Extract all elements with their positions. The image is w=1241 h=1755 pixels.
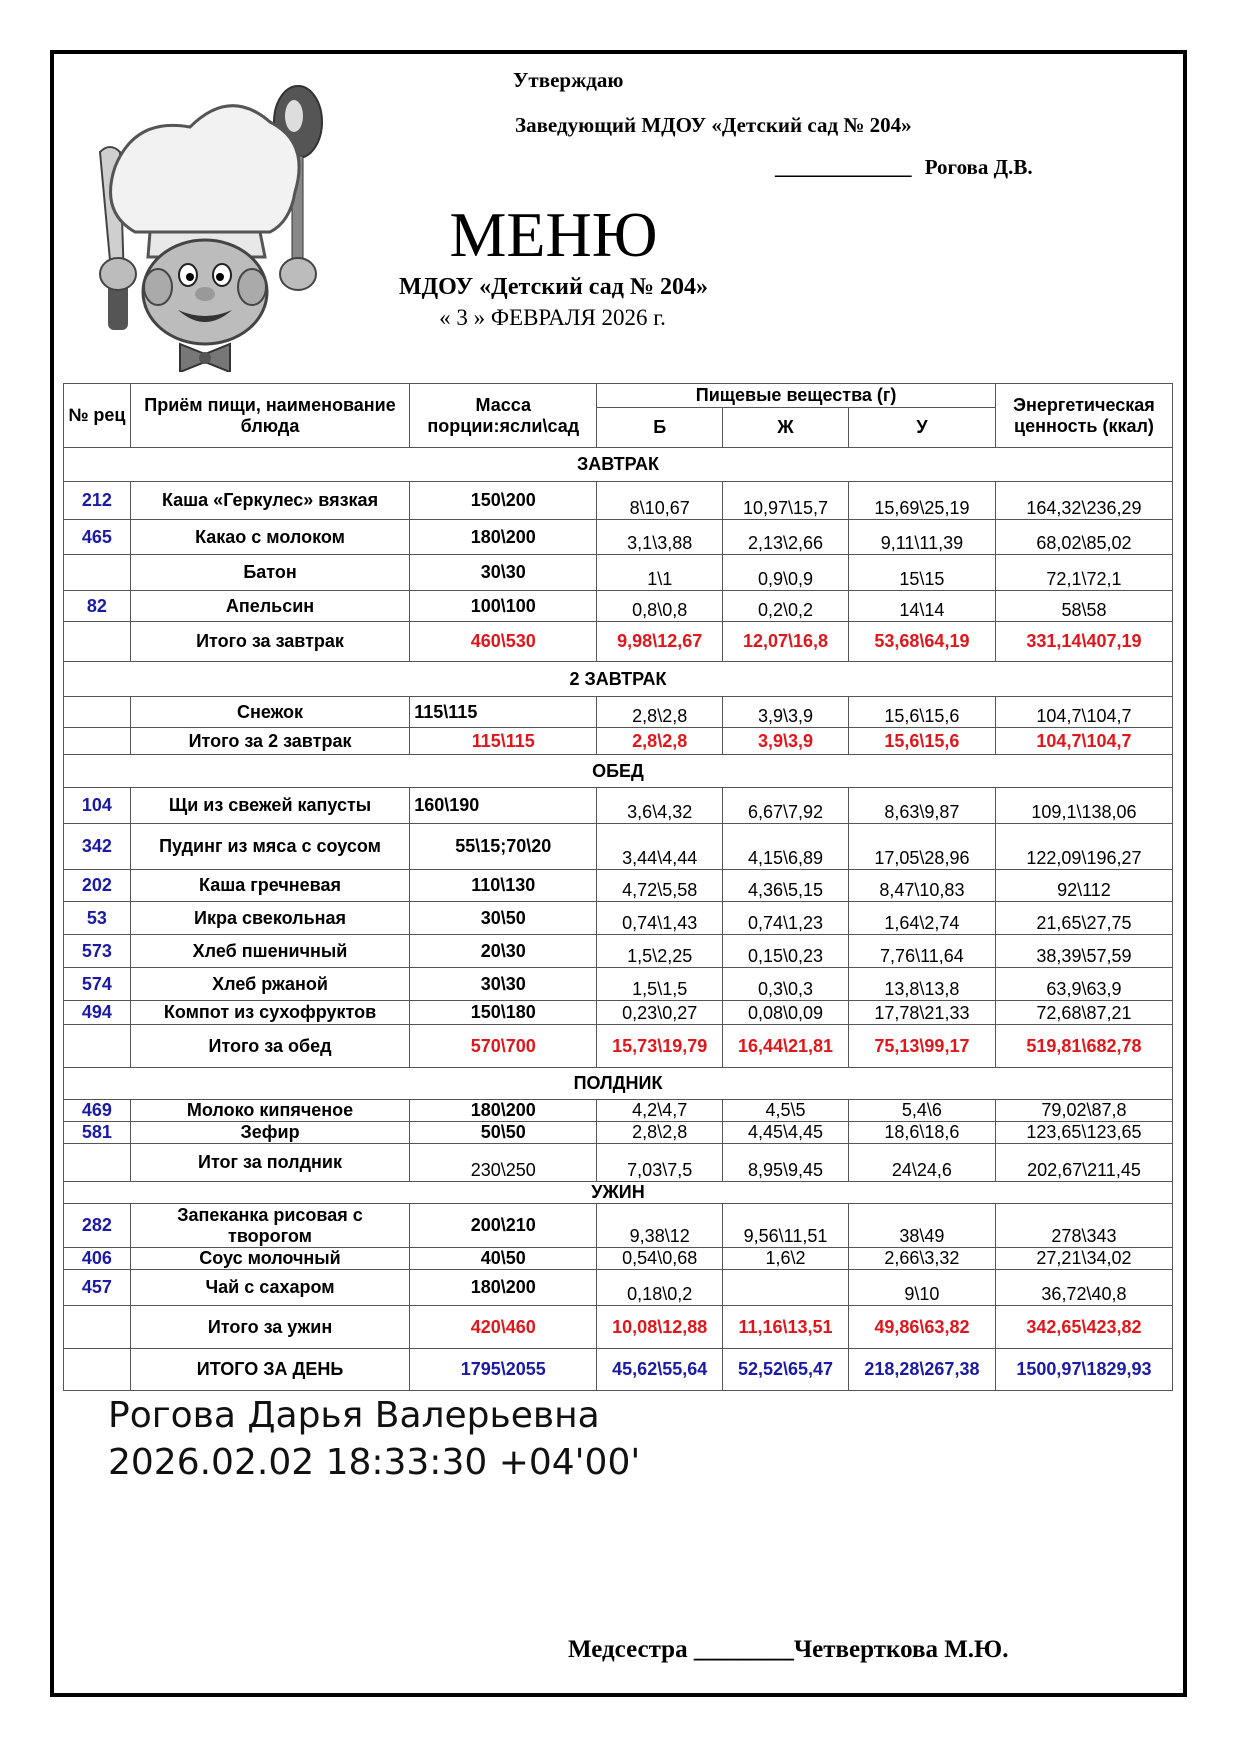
table-row: [64, 935, 1173, 968]
total-label: ИТОГО ЗА ДЕНЬ: [130, 1349, 409, 1391]
carbs-value: 17,78\21,33: [848, 1001, 995, 1025]
section-row-breakfast: [64, 448, 1173, 482]
nurse-sign-line: ________: [693, 1636, 794, 1663]
dish-name: Апельсин: [130, 591, 409, 622]
portion-mass: 40\50: [410, 1248, 597, 1270]
recipe-number: 202: [64, 870, 131, 902]
dish-name: Батон: [130, 555, 409, 591]
energy-value: 278\343: [995, 1204, 1172, 1248]
dish-name: Молоко кипяченое: [130, 1100, 409, 1122]
total-protein: 9,98\12,67: [597, 622, 723, 662]
protein-value: 9,38\12: [597, 1204, 723, 1248]
dish-name: Хлеб ржаной: [130, 968, 409, 1001]
dish-name: Какао с молоком: [130, 520, 409, 555]
recipe-number: [64, 1144, 131, 1182]
fat-value: 4,36\5,15: [723, 870, 849, 902]
total-fat: 3,9\3,9: [723, 728, 849, 755]
total-fat: 16,44\21,81: [723, 1025, 849, 1068]
portion-mass: 115\115: [410, 697, 597, 728]
energy-value: 79,02\87,8: [995, 1100, 1172, 1122]
fat-value: 2,13\2,66: [723, 520, 849, 555]
recipe-number: 457: [64, 1270, 131, 1306]
header-carbs: У: [848, 408, 995, 448]
total-label: Итог за полдник: [130, 1144, 409, 1182]
table-row: [64, 824, 1173, 870]
recipe-number: 573: [64, 935, 131, 968]
portion-mass: 200\210: [410, 1204, 597, 1248]
carbs-value: 9,11\11,39: [848, 520, 995, 555]
total-energy: 519,81\682,78: [995, 1025, 1172, 1068]
fat-value: 3,9\3,9: [723, 697, 849, 728]
protein-value: 1,5\2,25: [597, 935, 723, 968]
total-carbs: 53,68\64,19: [848, 622, 995, 662]
fat-value: 0,9\0,9: [723, 555, 849, 591]
fat-value: 1,6\2: [723, 1248, 849, 1270]
protein-value: 3,1\3,88: [597, 520, 723, 555]
total-mass: 230\250: [410, 1144, 597, 1182]
portion-mass: 180\200: [410, 1270, 597, 1306]
carbs-value: 17,05\28,96: [848, 824, 995, 870]
portion-mass: 50\50: [410, 1122, 597, 1144]
total-row: [64, 1349, 1173, 1391]
protein-value: 0,74\1,43: [597, 902, 723, 935]
recipe-number: 581: [64, 1122, 131, 1144]
total-carbs: 24\24,6: [848, 1144, 995, 1182]
fat-value: 0,3\0,3: [723, 968, 849, 1001]
energy-value: 109,1\138,06: [995, 788, 1172, 824]
total-row: [64, 1025, 1173, 1068]
table-row: [64, 902, 1173, 935]
dish-name: Хлеб пшеничный: [130, 935, 409, 968]
protein-value: 4,2\4,7: [597, 1100, 723, 1122]
energy-value: 123,65\123,65: [995, 1122, 1172, 1144]
table-row: [64, 968, 1173, 1001]
carbs-value: 8,47\10,83: [848, 870, 995, 902]
digital-signature-timestamp: 2026.02.02 18:33:30 +04'00': [108, 1442, 641, 1483]
energy-value: 164,32\236,29: [995, 482, 1172, 520]
dish-name: Щи из свежей капусты: [130, 788, 409, 824]
total-carbs: 15,6\15,6: [848, 728, 995, 755]
table-row: [64, 591, 1173, 622]
energy-value: 58\58: [995, 591, 1172, 622]
table-row: [64, 1248, 1173, 1270]
table-row: [64, 482, 1173, 520]
section-title: УЖИН: [64, 1182, 1173, 1204]
protein-value: 8\10,67: [597, 482, 723, 520]
recipe-number: 104: [64, 788, 131, 824]
total-carbs: 49,86\63,82: [848, 1306, 995, 1349]
energy-value: 63,9\63,9: [995, 968, 1172, 1001]
section-title: ОБЕД: [64, 755, 1173, 788]
energy-value: 36,72\40,8: [995, 1270, 1172, 1306]
portion-mass: 55\15;70\20: [410, 824, 597, 870]
total-mass: 570\700: [410, 1025, 597, 1068]
approve-position: Заведующий МДОУ «Детский сад № 204»: [515, 113, 912, 137]
header-dish: Приём пищи, наименование блюда: [130, 384, 409, 448]
menu-body: [64, 448, 1173, 1391]
fat-value: 4,45\4,45: [723, 1122, 849, 1144]
energy-value: 21,65\27,75: [995, 902, 1172, 935]
page-title: МЕНЮ: [449, 199, 658, 270]
section-row-breakfast2: [64, 662, 1173, 697]
carbs-value: 2,66\3,32: [848, 1248, 995, 1270]
section-row-lunch: [64, 755, 1173, 788]
total-label: Итого за завтрак: [130, 622, 409, 662]
carbs-value: 5,4\6: [848, 1100, 995, 1122]
total-label: Итого за 2 завтрак: [130, 728, 409, 755]
total-protein: 15,73\19,79: [597, 1025, 723, 1068]
recipe-number: [64, 622, 131, 662]
energy-value: 68,02\85,02: [995, 520, 1172, 555]
approve-sign-line: _____________: [775, 155, 912, 179]
section-row-snack: [64, 1068, 1173, 1100]
fat-value: [723, 1270, 849, 1306]
table-row: [64, 788, 1173, 824]
carbs-value: 15,69\25,19: [848, 482, 995, 520]
carbs-value: 9\10: [848, 1270, 995, 1306]
total-row: [64, 622, 1173, 662]
menu-date: « 3 » ФЕВРАЛЯ 2026 г.: [439, 305, 666, 330]
portion-mass: 30\30: [410, 555, 597, 591]
total-energy: 104,7\104,7: [995, 728, 1172, 755]
total-mass: 115\115: [410, 728, 597, 755]
table-row: [64, 870, 1173, 902]
total-fat: 11,16\13,51: [723, 1306, 849, 1349]
recipe-number: [64, 1306, 131, 1349]
dish-name: Пудинг из мяса с соусом: [130, 824, 409, 870]
energy-value: 92\112: [995, 870, 1172, 902]
protein-value: 0,23\0,27: [597, 1001, 723, 1025]
total-energy: 331,14\407,19: [995, 622, 1172, 662]
recipe-number: [64, 1025, 131, 1068]
energy-value: 38,39\57,59: [995, 935, 1172, 968]
table-row: [64, 697, 1173, 728]
fat-value: 9,56\11,51: [723, 1204, 849, 1248]
recipe-number: [64, 1349, 131, 1391]
table-row: [64, 555, 1173, 591]
portion-mass: 30\50: [410, 902, 597, 935]
header-energy: Энергетическая ценность (ккал): [995, 384, 1172, 448]
energy-value: 72,68\87,21: [995, 1001, 1172, 1025]
total-mass: 420\460: [410, 1306, 597, 1349]
total-protein: 10,08\12,88: [597, 1306, 723, 1349]
total-mass: 460\530: [410, 622, 597, 662]
dish-name: Зефир: [130, 1122, 409, 1144]
recipe-number: 494: [64, 1001, 131, 1025]
energy-value: 104,7\104,7: [995, 697, 1172, 728]
fat-value: 0,08\0,09: [723, 1001, 849, 1025]
portion-mass: 180\200: [410, 1100, 597, 1122]
fat-value: 0,2\0,2: [723, 591, 849, 622]
dish-name: Запеканка рисовая с творогом: [130, 1204, 409, 1248]
protein-value: 1,5\1,5: [597, 968, 723, 1001]
fat-value: 0,15\0,23: [723, 935, 849, 968]
fat-value: 10,97\15,7: [723, 482, 849, 520]
total-energy: 342,65\423,82: [995, 1306, 1172, 1349]
protein-value: 0,8\0,8: [597, 591, 723, 622]
recipe-number: 406: [64, 1248, 131, 1270]
dish-name: Каша «Геркулес» вязкая: [130, 482, 409, 520]
section-title: ЗАВТРАК: [64, 448, 1173, 482]
recipe-number: 469: [64, 1100, 131, 1122]
header-num: № рец: [64, 384, 131, 448]
dish-name: Снежок: [130, 697, 409, 728]
protein-value: 3,6\4,32: [597, 788, 723, 824]
carbs-value: 1,64\2,74: [848, 902, 995, 935]
digital-signature-name: Рогова Дарья Валерьевна: [108, 1395, 600, 1436]
fat-value: 4,15\6,89: [723, 824, 849, 870]
carbs-value: 15,6\15,6: [848, 697, 995, 728]
total-fat: 52,52\65,47: [723, 1349, 849, 1391]
dish-name: Икра свекольная: [130, 902, 409, 935]
recipe-number: 574: [64, 968, 131, 1001]
recipe-number: [64, 555, 131, 591]
dish-name: Соус молочный: [130, 1248, 409, 1270]
portion-mass: 160\190: [410, 788, 597, 824]
total-row: [64, 1306, 1173, 1349]
total-protein: 2,8\2,8: [597, 728, 723, 755]
table-row: [64, 1204, 1173, 1248]
portion-mass: 150\180: [410, 1001, 597, 1025]
fat-value: 0,74\1,23: [723, 902, 849, 935]
energy-value: 72,1\72,1: [995, 555, 1172, 591]
portion-mass: 20\30: [410, 935, 597, 968]
total-protein: 7,03\7,5: [597, 1144, 723, 1182]
section-title: ПОЛДНИК: [64, 1068, 1173, 1100]
table-row: [64, 1100, 1173, 1122]
total-row: [64, 728, 1173, 755]
portion-mass: 100\100: [410, 591, 597, 622]
section-row-dinner: [64, 1182, 1173, 1204]
section-title: 2 ЗАВТРАК: [64, 662, 1173, 697]
portion-mass: 150\200: [410, 482, 597, 520]
recipe-number: 82: [64, 591, 131, 622]
portion-mass: 110\130: [410, 870, 597, 902]
protein-value: 0,18\0,2: [597, 1270, 723, 1306]
total-label: Итого за обед: [130, 1025, 409, 1068]
energy-value: 122,09\196,27: [995, 824, 1172, 870]
carbs-value: 14\14: [848, 591, 995, 622]
energy-value: 27,21\34,02: [995, 1248, 1172, 1270]
table-row: [64, 1001, 1173, 1025]
header-mass: Масса порции:ясли\сад: [410, 384, 597, 448]
protein-value: 3,44\4,44: [597, 824, 723, 870]
total-carbs: 75,13\99,17: [848, 1025, 995, 1068]
header-nutrients: Пищевые вещества (г): [597, 384, 996, 408]
protein-value: 2,8\2,8: [597, 1122, 723, 1144]
nurse-signature: [568, 1636, 1008, 1664]
header-fat: Ж: [723, 408, 849, 448]
carbs-value: 15\15: [848, 555, 995, 591]
carbs-value: 8,63\9,87: [848, 788, 995, 824]
portion-mass: 180\200: [410, 520, 597, 555]
approve-sign-row: [775, 155, 1033, 180]
total-fat: 8,95\9,45: [723, 1144, 849, 1182]
total-row: [64, 1144, 1173, 1182]
carbs-value: 7,76\11,64: [848, 935, 995, 968]
header-protein: Б: [597, 408, 723, 448]
dish-name: Компот из сухофруктов: [130, 1001, 409, 1025]
recipe-number: 465: [64, 520, 131, 555]
nurse-name: Четверткова М.Ю.: [793, 1636, 1009, 1663]
protein-value: 1\1: [597, 555, 723, 591]
nurse-label: Медсестра: [568, 1636, 688, 1663]
carbs-value: 38\49: [848, 1204, 995, 1248]
total-energy: 202,67\211,45: [995, 1144, 1172, 1182]
fat-value: 6,67\7,92: [723, 788, 849, 824]
table-row: [64, 1122, 1173, 1144]
total-mass: 1795\2055: [410, 1349, 597, 1391]
dish-name: Каша гречневая: [130, 870, 409, 902]
protein-value: 2,8\2,8: [597, 697, 723, 728]
total-label: Итого за ужин: [130, 1306, 409, 1349]
table-row: [64, 1270, 1173, 1306]
recipe-number: 212: [64, 482, 131, 520]
approve-name: Рогова Д.В.: [924, 155, 1033, 179]
menu-table: [63, 383, 1173, 1391]
protein-value: 0,54\0,68: [597, 1248, 723, 1270]
protein-value: 4,72\5,58: [597, 870, 723, 902]
recipe-number: [64, 728, 131, 755]
total-carbs: 218,28\267,38: [848, 1349, 995, 1391]
total-fat: 12,07\16,8: [723, 622, 849, 662]
dish-name: Чай с сахаром: [130, 1270, 409, 1306]
total-protein: 45,62\55,64: [597, 1349, 723, 1391]
recipe-number: 342: [64, 824, 131, 870]
recipe-number: 282: [64, 1204, 131, 1248]
recipe-number: [64, 697, 131, 728]
carbs-value: 18,6\18,6: [848, 1122, 995, 1144]
carbs-value: 13,8\13,8: [848, 968, 995, 1001]
fat-value: 4,5\5: [723, 1100, 849, 1122]
org-title: МДОУ «Детский сад № 204»: [399, 274, 708, 300]
total-energy: 1500,97\1829,93: [995, 1349, 1172, 1391]
approve-label: Утверждаю: [513, 68, 624, 92]
table-row: [64, 520, 1173, 555]
recipe-number: 53: [64, 902, 131, 935]
portion-mass: 30\30: [410, 968, 597, 1001]
